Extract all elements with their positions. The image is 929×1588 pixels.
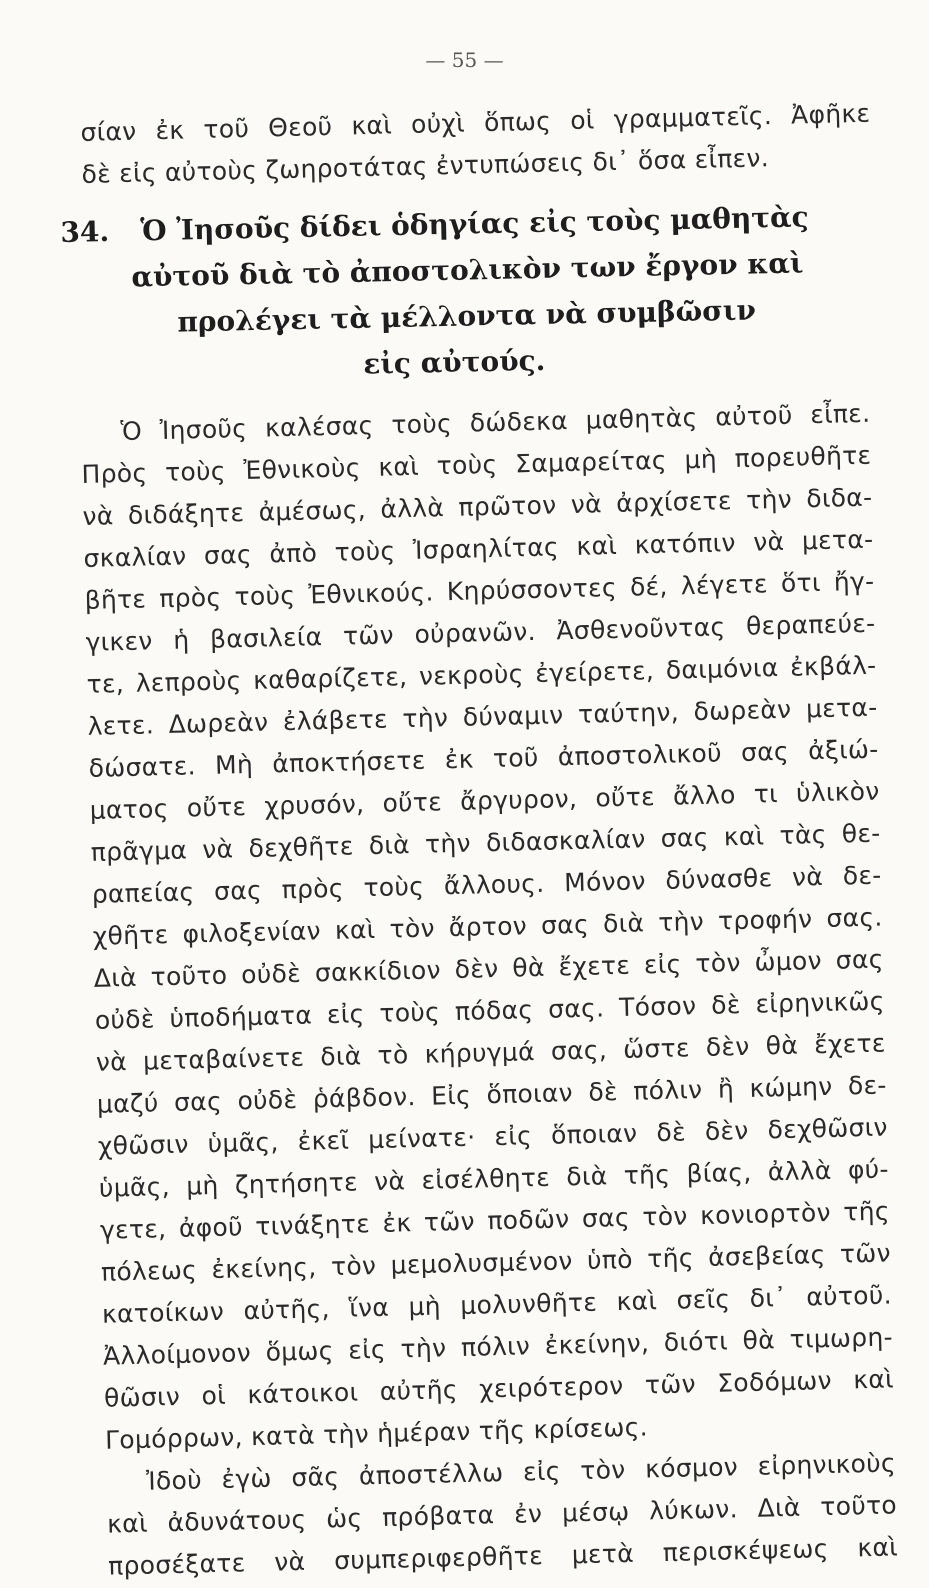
text-line: σίαν ἐκ τοῦ Θεοῦ καὶ οὐχὶ ὅπως οἱ γραμματεῖς. Ἀφῆκε — [80, 98, 871, 147]
text-line: σκαλίαν σας ἀπὸ τοὺς Ἰσραηλίτας καὶ κατόπιν νὰ μετα- — [83, 524, 874, 573]
text-line: Ἀλλοίμονον ὅμως εἰς τὴν πόλιν ἐκείνην, διότι θὰ τιμωρη- — [102, 1322, 894, 1371]
text-line: Πρὸς τοὺς Ἐθνικοὺς καὶ τοὺς Σαμαρείτας μὴ πορευθῆτε — [81, 440, 872, 489]
text-line: κατοίκων αὐτῆς, ἵνα μὴ μολυνθῆτε καὶ σεῖς δι᾽ αὐτοῦ. — [101, 1280, 893, 1329]
heading-line: αὐτοῦ διὰ τὸ ἀποστολικὸν των ἔργον καὶ — [131, 246, 804, 294]
text-line: γικεν ἡ βασιλεία τῶν οὐρανῶν. Ἀσθενοῦντας θεραπεύε- — [85, 608, 876, 657]
text-line: πόλεως ἐκείνης, τὸν μεμολυσμένον ὑπὸ τῆς ἀσεβείας τῶν — [100, 1238, 892, 1287]
text-line: οὐδὲ ὑποδήματα εἰς τοὺς πόδας σας. Τόσον δὲ εἰρηνικῶς — [94, 986, 885, 1035]
text-line: καὶ ἀδυνάτους ὡς πρόβατα ἐν μέσῳ λύκων. Διὰ τοῦτο — [106, 1490, 898, 1539]
text-line: προσέξατε νὰ συμπεριφερθῆτε μετὰ περισκέψεως καὶ — [107, 1532, 899, 1581]
text-line: νὰ μεταβαίνετε διὰ τὸ κήρυγμά σας, ὥστε δὲν θὰ ἔχετε — [95, 1028, 887, 1077]
text-line: τε, λεπροὺς καθαρίζετε, νεκροὺς ἐγείρετε, δαιμόνια ἐκβάλ- — [86, 650, 877, 699]
section-number: 34. — [60, 214, 110, 249]
heading-line: Ὁ Ἰησοῦς δίδει ὁδηγίας εἰς τοὺς μαθητὰς — [140, 200, 810, 248]
text-line: βῆτε πρὸς τοὺς Ἐθνικούς. Κηρύσσοντες δέ, λέγετε ὅτι ἤγ- — [84, 566, 875, 615]
text-line: θῶσιν οἱ κάτοικοι αὐτῆς χειρότερον τῶν Σοδόμων καὶ — [103, 1364, 895, 1413]
text-line: δὲ εἰς αὐτοὺς ζωηροτάτας ἐντυπώσεις δι᾽ ὅσα εἶπεν. — [81, 143, 770, 189]
text-line: λετε. Δωρεὰν ἐλάβετε τὴν δύναμιν ταύτην, δωρεὰν μετα- — [87, 692, 878, 741]
text-line: χθῆτε φιλοξενίαν καὶ τὸν ἄρτον σας διὰ τὴν τροφήν σας. — [92, 902, 883, 951]
text-line: μαζύ σας οὐδὲ ῥάβδον. Εἰς ὅποιαν δὲ πόλιν ἢ κώμην δε- — [96, 1070, 888, 1119]
text-line: ραπείας σας πρὸς τοὺς ἄλλους. Μόνον δύνασθε νὰ δε- — [91, 860, 882, 909]
heading-line: προλέγει τὰ μέλλοντα νὰ συμβῶσιν — [177, 293, 757, 339]
text-line: γετε, ἀφοῦ τινάξητε ἐκ τῶν ποδῶν σας τὸν κονιορτὸν τῆς — [99, 1196, 891, 1245]
text-line: Γομόρρων, κατὰ τὴν ἡμέραν τῆς κρίσεως. — [104, 1412, 649, 1455]
intro-paragraph — [80, 93, 872, 196]
text-line: χθῶσιν ὑμᾶς, ἐκεῖ μείνατε· εἰς ὅποιαν δὲ δὲν δεχθῶσιν — [97, 1112, 889, 1161]
text-line: νὰ διδάξητε ἀμέσως, ἀλλὰ πρῶτον νὰ ἀρχίσετε τὴν διδα- — [82, 482, 873, 531]
text-line: ματος οὔτε χρυσόν, οὔτε ἄργυρον, οὔτε ἄλλο τι ὑλικὸν — [89, 776, 880, 825]
heading-line: εἰς αὐτούς. — [362, 343, 546, 381]
text-line: Διὰ τοῦτο οὐδὲ σακκίδιον δὲν θὰ ἔχετε εἰς τὸν ὦμον σας — [93, 944, 884, 993]
text-line: Ὁ Ἰησοῦς καλέσας τοὺς δώδεκα μαθητὰς αὐτοῦ εἶπε. — [120, 398, 871, 447]
text-line: Ἰδοὺ ἐγὼ σᾶς ἀποστέλλω εἰς τὸν κόσμον εἰρηνικοὺς — [145, 1448, 897, 1496]
section-heading — [60, 193, 884, 394]
text-line: δώσατε. Μὴ ἀποκτήσετε ἐκ τοῦ ἀποστολικοῦ σας ἀξιώ- — [88, 734, 879, 783]
text-line: πρᾶγμα νὰ δεχθῆτε διὰ τὴν διδασκαλίαν σας καὶ τὰς θε- — [90, 818, 881, 867]
page-number: — 55 — — [425, 48, 504, 72]
main-paragraph — [80, 393, 898, 1588]
text-line: ὑμᾶς, μὴ ζητήσητε νὰ εἰσέλθητε διὰ τῆς βίας, ἀλλὰ φύ- — [98, 1154, 890, 1203]
